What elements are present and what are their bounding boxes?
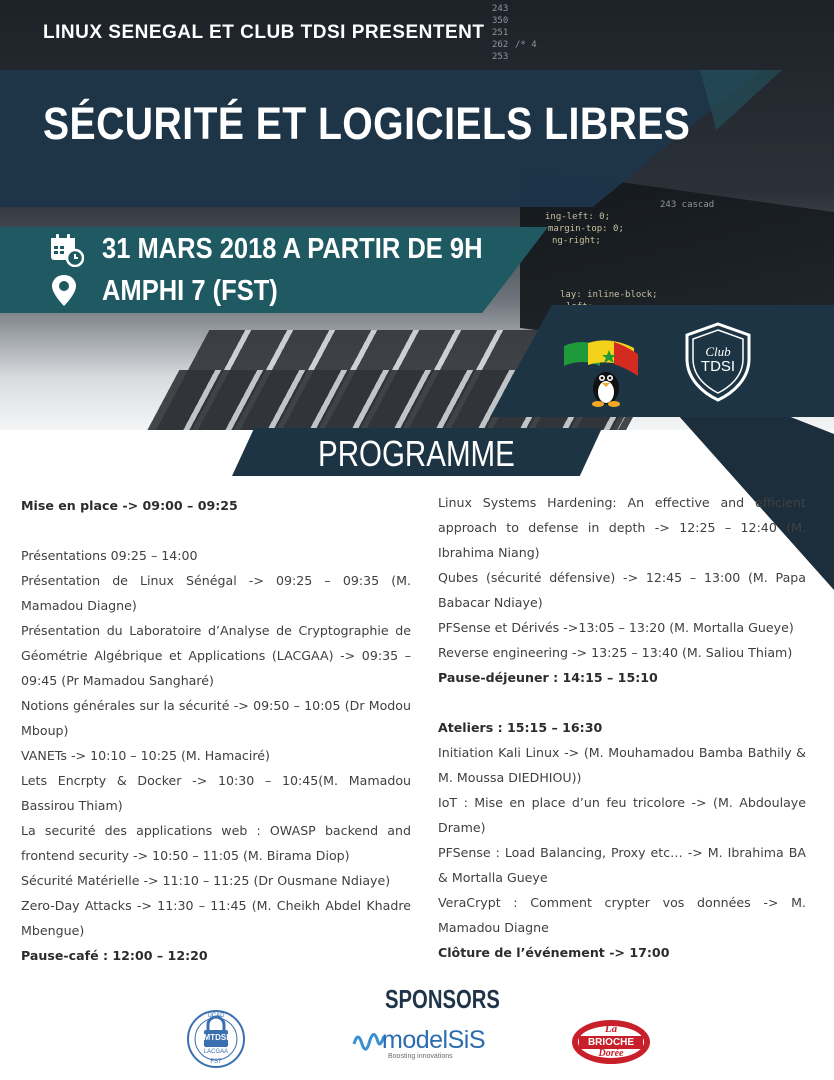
sponsor-lacgaa-text: LACGAA (203, 1049, 229, 1055)
programme-item: Sécurité Matérielle -> 11:10 – 11:25 (Dr Ousmane Ndiaye) (21, 873, 391, 888)
sponsor-fst-text: FST (210, 1059, 222, 1065)
programme-right-column (438, 490, 806, 965)
programme-item: Présentation du Laboratoire d’Analyse de Cryptographie de Géométrie Algébrique et Applications (LACGAA) -> 09:35 – 09:45 (Pr Mamadou Sangharé) (21, 623, 411, 688)
event-title: SÉCURITÉ ET LOGICIELS LIBRES (43, 98, 691, 149)
sponsors-title: SPONSORS (385, 984, 500, 1014)
spacer (21, 518, 411, 543)
tdsi-label: TDSI (700, 358, 736, 375)
code-line: 262 (492, 40, 509, 50)
programme-section-heading: Ateliers : 15:15 – 16:30 (438, 720, 603, 735)
programme-item: VANETs -> 10:10 – 10:25 (M. Hamaciré) (21, 748, 270, 763)
modelsis-wave-icon (352, 1026, 386, 1056)
programme-item: Qubes (sécurité défensive) -> 12:45 – 13:00 (M. Papa Babacar Ndiaye) (438, 570, 806, 610)
code-line: ng-right; (552, 236, 601, 246)
programme-item: IoT : Mise en place d’un feu tricolore -> (M. Abdoulaye Drame) (438, 795, 806, 835)
code-line: ing-left: 0; (545, 212, 611, 222)
programme-item: PFSense et Dérivés ->13:05 – 13:20 (M. Mortalla Gueye) (438, 620, 794, 635)
code-line: 350 (492, 16, 509, 26)
programme-section-heading: Pause-déjeuner : 14:15 – 15:10 (438, 670, 658, 685)
event-place: AMPHI 7 (FST) (102, 274, 278, 307)
modelsis-tagline: Boosting innovations (388, 1053, 453, 1060)
code-line: 253 (492, 52, 509, 62)
sponsor-brioche-doree-logo (571, 1019, 651, 1065)
programme-left-column (21, 493, 411, 968)
programme-section-heading: Pause-café : 12:00 – 12:20 (21, 948, 208, 963)
code-line: lay: inline-block; (560, 290, 658, 300)
brioche-la-text: La (604, 1023, 618, 1035)
programme-section-heading: Mise en place -> 09:00 – 09:25 (21, 498, 238, 513)
programme-item: Notions générales sur la sécurité -> 09:50 – 10:05 (Dr Modou Mboup) (21, 698, 411, 738)
modelsis-name: modelSiS (382, 1026, 485, 1054)
presenters-line: LINUX SENEGAL ET CLUB TDSI PRESENTENT (43, 22, 485, 43)
sponsor-mtdsi-logo (186, 1008, 246, 1070)
programme-item: Présentations 09:25 – 14:00 (21, 548, 198, 563)
programme-item: La securité des applications web : OWASP backend and frontend security -> 10:50 – 11:05 (M. Birama Diop) (21, 823, 411, 863)
programme-item: Lets Encrpty & Docker -> 10:30 – 10:45(M. Mamadou Bassirou Thiam) (21, 773, 411, 813)
event-date: 31 MARS 2018 A PARTIR DE 9H (102, 232, 483, 265)
programme-item: Reverse engineering -> 13:25 – 13:40 (M. Saliou Thiam) (438, 645, 793, 660)
code-line: margin-top: 0; (548, 224, 624, 234)
calendar-clock-icon (48, 231, 84, 267)
code-line: /* 4 (515, 40, 537, 50)
club-label: Club (705, 344, 731, 359)
code-line: 243 (492, 4, 509, 14)
programme-item: Présentation de Linux Sénégal -> 09:25 – 09:35 (M. Mamadou Diagne) (21, 573, 411, 613)
programme-section-heading: Clôture de l’événement -> 17:00 (438, 945, 670, 960)
sponsor-modelsis-logo (352, 1022, 502, 1062)
sponsor-ucad-text: UCAD (207, 1013, 225, 1019)
programme-item: Linux Systems Hardening: An effective and efficient approach to defense in depth -> 12:25 – 12:40 (M. Ibrahima Niang) (438, 495, 806, 560)
sponsor-mtdsi-text: MTDSI (203, 1033, 229, 1042)
linux-senegal-logo (562, 336, 642, 408)
map-pin-icon (48, 273, 84, 309)
code-line: 251 (492, 28, 509, 38)
programme-item: PFSense : Load Balancing, Proxy etc… -> M. Ibrahima BA & Mortalla Gueye (438, 845, 806, 885)
date-row (48, 231, 534, 267)
programme-title: PROGRAMME (318, 433, 515, 474)
club-tdsi-logo (683, 321, 753, 403)
brioche-name-text: BRIOCHE (587, 1037, 635, 1048)
programme-item: Zero-Day Attacks -> 11:30 – 11:45 (M. Cheikh Abdel Khadre Mbengue) (21, 898, 411, 938)
spacer (438, 690, 806, 715)
place-row (48, 273, 302, 309)
programme-item: VeraCrypt : Comment crypter vos données -> M. Mamadou Diagne (438, 895, 806, 935)
programme-item: Initiation Kali Linux -> (M. Mouhamadou Bamba Bathily & M. Moussa DIEDHIOU)) (438, 745, 806, 785)
brioche-doree-text: Dorée (598, 1048, 624, 1059)
code-line: 243 cascad (660, 200, 715, 210)
